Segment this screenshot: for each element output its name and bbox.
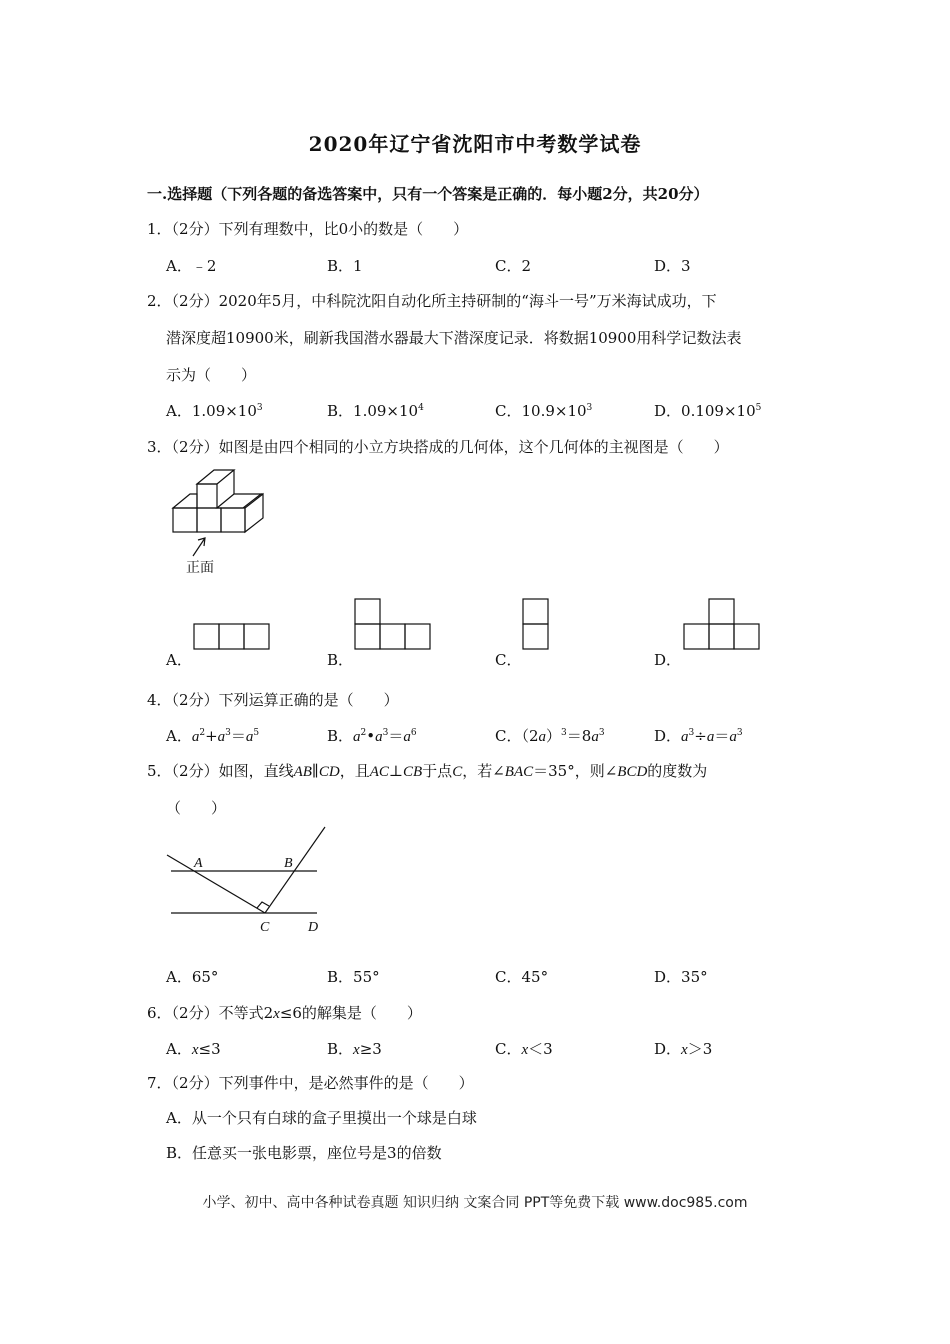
q2-line-3: 示为（ ） bbox=[166, 366, 257, 384]
question-number: 6． bbox=[147, 1004, 172, 1022]
q5-option-b: B．55° bbox=[327, 968, 380, 986]
q3-solid-figure bbox=[165, 468, 280, 578]
page-title: 2020年辽宁省沈阳市中考数学试卷 bbox=[308, 132, 642, 156]
q1-option-c: C．2 bbox=[495, 257, 532, 275]
q7-option-a: A．从一个只有白球的盒子里摸出一个球是白球 bbox=[166, 1109, 477, 1127]
q3-option-c: C． bbox=[495, 651, 522, 669]
question-2 bbox=[147, 290, 717, 311]
question-7 bbox=[147, 1072, 474, 1093]
page-footer: 小学、初中、高中各种试卷真题 知识归纳 文案合同 PPT等免费下载 www.doc985.com bbox=[202, 1195, 748, 1211]
q6-option-a: A．x≤3 bbox=[166, 1040, 221, 1058]
question-3 bbox=[147, 436, 729, 457]
point-label-c: C bbox=[260, 920, 270, 935]
q1-option-b: B．1 bbox=[327, 257, 363, 275]
question-text: （2分）下列运算正确的是（ ） bbox=[171, 691, 399, 709]
q3-option-d-figure bbox=[683, 598, 763, 652]
q1-option-d: D．3 bbox=[654, 257, 691, 275]
q6-option-d: D．x＞3 bbox=[654, 1040, 713, 1058]
q5-line-2: （ ） bbox=[166, 799, 227, 817]
question-text: （2分）下列有理数中，比0小的数是（ ） bbox=[171, 220, 469, 238]
question-4 bbox=[147, 689, 399, 710]
q5-option-d: D．35° bbox=[654, 968, 708, 986]
question-text: （2分）如图是由四个相同的小立方块搭成的几何体，这个几何体的主视图是（ ） bbox=[171, 438, 729, 456]
question-number: 1． bbox=[147, 220, 172, 238]
question-5: 5．（2分）如图，直线AB∥CD，且AC⊥CB于点C，若∠BAC＝35°，则∠BCD的度数为 bbox=[147, 762, 708, 780]
q6-option-b: B．x≥3 bbox=[327, 1040, 382, 1058]
question-number: 5． bbox=[147, 762, 172, 780]
q3-option-b-figure bbox=[354, 598, 434, 652]
question-number: 4． bbox=[147, 691, 172, 709]
q3-option-d: D． bbox=[654, 651, 682, 669]
q4-option-c: C．$(2a)^3=8a^3$ bbox=[495, 727, 605, 745]
point-label-b: B bbox=[284, 856, 293, 871]
point-label-a: A bbox=[194, 856, 203, 871]
question-text: （2分）2020年5月，中科院沈阳自动化所主持研制的“海斗一号”万米海试成功，下 bbox=[171, 292, 717, 310]
question-number: 3． bbox=[147, 438, 172, 456]
q3-option-a-figure bbox=[193, 623, 273, 651]
q2-option-c: C．$10.9\times 10^3$ bbox=[495, 402, 593, 420]
q5-option-c: C．45° bbox=[495, 968, 549, 986]
section-heading: 一.选择题（下列各题的备选答案中，只有一个答案是正确的．每小题2分，共20分） bbox=[147, 185, 709, 203]
q4-option-d: D．$a^3\div a=a^3$ bbox=[654, 727, 743, 745]
q3-option-b: B． bbox=[327, 651, 354, 669]
question-6: 6．（2分）不等式2x≤6的解集是（ ） bbox=[147, 1004, 422, 1022]
q3-option-c-figure bbox=[522, 598, 552, 652]
q2-option-d: D．$0.109\times 10^5$ bbox=[654, 402, 762, 420]
q5-option-a: A．65° bbox=[166, 968, 219, 986]
q5-geometry-figure bbox=[165, 825, 335, 940]
point-label-d: D bbox=[308, 920, 319, 935]
q2-option-b: B．$1.09\times 10^4$ bbox=[327, 402, 424, 420]
q3-option-a: A． bbox=[166, 651, 192, 669]
q2-line-2: 潜深度超10900米，刷新我国潜水器最大下潜深度记录．将数据10900用科学记数法表 bbox=[166, 329, 742, 347]
question-1 bbox=[147, 218, 468, 239]
q3-front-label: 正面 bbox=[186, 560, 214, 576]
q4-option-a: A．$a^2+a^3=a^5$ bbox=[166, 727, 260, 745]
q7-option-b: B．任意买一张电影票，座位号是3的倍数 bbox=[166, 1144, 442, 1162]
q4-option-b: B．$a^2•a^3=a^6$ bbox=[327, 727, 417, 745]
question-number: 2． bbox=[147, 292, 172, 310]
question-text: （2分）下列事件中，是必然事件的是（ ） bbox=[171, 1074, 474, 1092]
q6-option-c: C．x＜3 bbox=[495, 1040, 553, 1058]
question-number: 7． bbox=[147, 1074, 172, 1092]
q2-option-a: A．$1.09\times 10^3$ bbox=[166, 402, 263, 420]
q1-option-a: A．﹣2 bbox=[166, 257, 217, 275]
